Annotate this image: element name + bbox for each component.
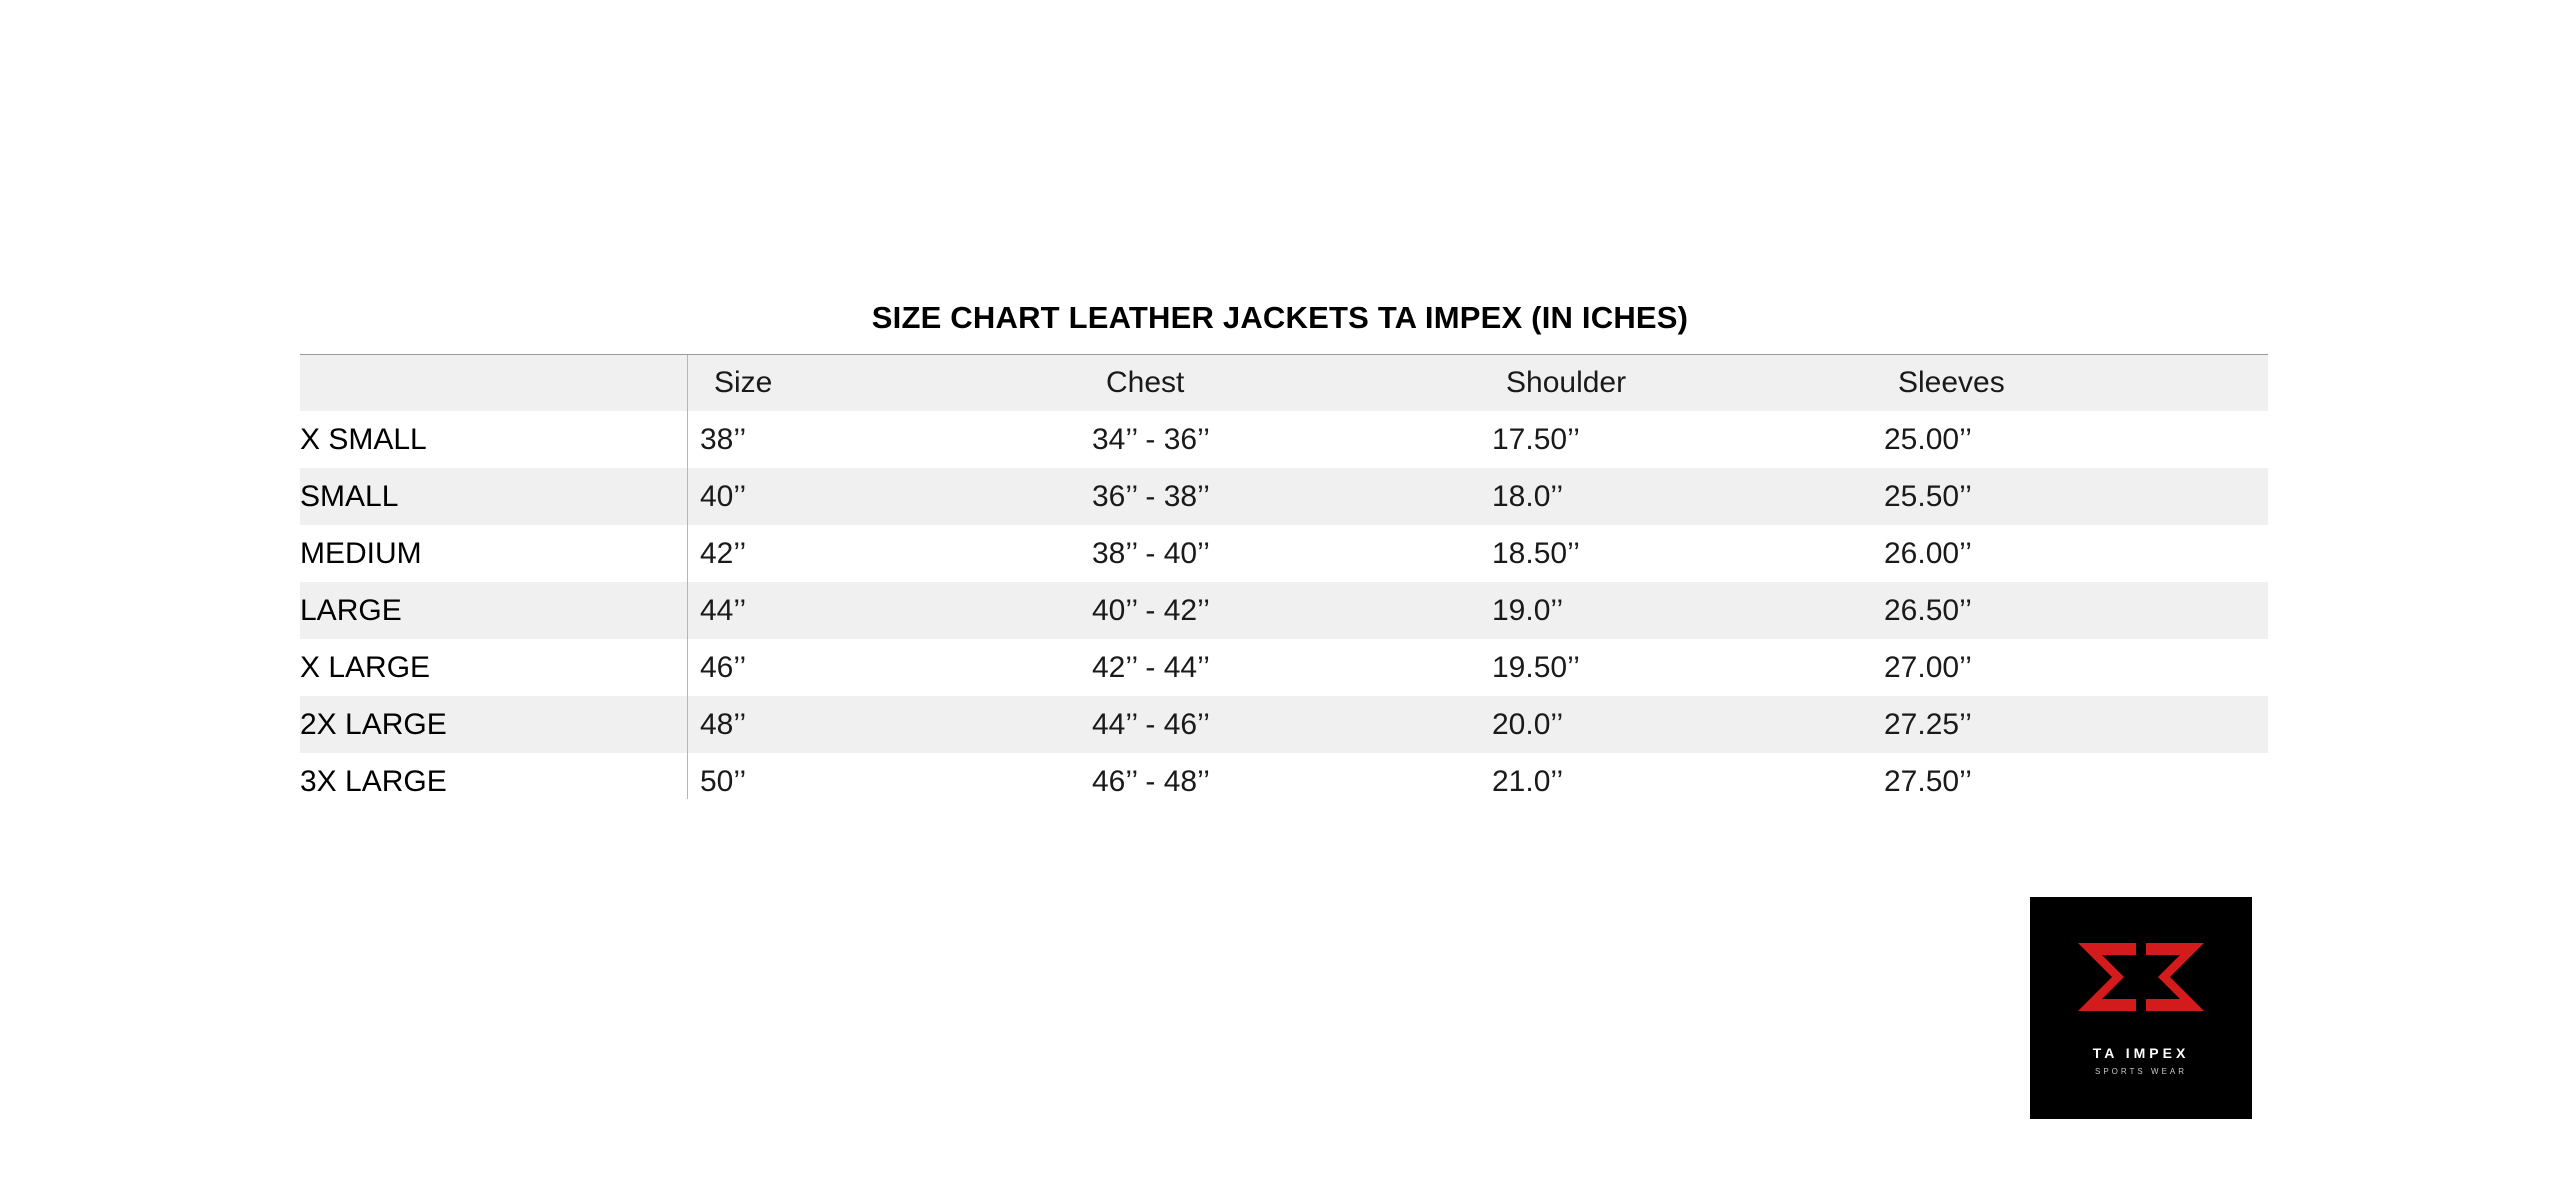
row-label: X SMALL bbox=[300, 422, 427, 456]
column-header-size: Size bbox=[714, 366, 773, 399]
cell-sleeves: 25.00’’ bbox=[1884, 422, 1972, 456]
cell-size: 44’’ bbox=[700, 593, 747, 627]
cell-shoulder: 21.0’’ bbox=[1492, 764, 1564, 798]
row-label: 3X LARGE bbox=[300, 764, 447, 798]
column-header-shoulder: Shoulder bbox=[1506, 366, 1627, 399]
logo-brand-name: TA IMPEX bbox=[2092, 1045, 2190, 1061]
brand-logo bbox=[2030, 897, 2252, 1119]
column-header-blank bbox=[300, 355, 700, 411]
table-row bbox=[300, 753, 2268, 810]
table-row bbox=[300, 468, 2268, 525]
column-header-chest: Chest bbox=[1106, 366, 1185, 399]
size-chart-table bbox=[300, 355, 2268, 810]
table-row bbox=[300, 639, 2268, 696]
table-header-row bbox=[300, 355, 2268, 411]
logo-tagline: SPORTS WEAR bbox=[2095, 1067, 2187, 1076]
cell-size: 50’’ bbox=[700, 764, 747, 798]
table-row bbox=[300, 525, 2268, 582]
cell-chest: 38’’ - 40’’ bbox=[1092, 536, 1210, 570]
first-column-divider bbox=[687, 355, 688, 799]
cell-size: 38’’ bbox=[700, 422, 747, 456]
row-label: LARGE bbox=[300, 593, 402, 627]
cell-chest: 44’’ - 46’’ bbox=[1092, 707, 1210, 741]
cell-chest: 42’’ - 44’’ bbox=[1092, 650, 1210, 684]
cell-size: 48’’ bbox=[700, 707, 747, 741]
cell-shoulder: 19.0’’ bbox=[1492, 593, 1564, 627]
cell-sleeves: 26.00’’ bbox=[1884, 536, 1972, 570]
ta-impex-logo-icon bbox=[2030, 941, 2252, 1032]
cell-shoulder: 18.0’’ bbox=[1492, 479, 1564, 513]
cell-chest: 36’’ - 38’’ bbox=[1092, 479, 1210, 513]
cell-size: 40’’ bbox=[700, 479, 747, 513]
cell-sleeves: 27.50’’ bbox=[1884, 764, 1972, 798]
cell-sleeves: 27.00’’ bbox=[1884, 650, 1972, 684]
page-title: SIZE CHART LEATHER JACKETS TA IMPEX (IN ICHES) bbox=[871, 300, 1689, 335]
table-row bbox=[300, 696, 2268, 753]
cell-shoulder: 18.50’’ bbox=[1492, 536, 1580, 570]
size-chart-table-wrapper bbox=[300, 355, 2268, 810]
table-row bbox=[300, 411, 2268, 468]
cell-sleeves: 27.25’’ bbox=[1884, 707, 1972, 741]
column-header-sleeves: Sleeves bbox=[1898, 366, 2005, 399]
cell-shoulder: 20.0’’ bbox=[1492, 707, 1564, 741]
row-label: SMALL bbox=[300, 479, 399, 513]
table-body bbox=[300, 411, 2268, 810]
cell-chest: 40’’ - 42’’ bbox=[1092, 593, 1210, 627]
cell-shoulder: 19.50’’ bbox=[1492, 650, 1580, 684]
row-label: 2X LARGE bbox=[300, 707, 447, 741]
cell-chest: 34’’ - 36’’ bbox=[1092, 422, 1210, 456]
cell-shoulder: 17.50’’ bbox=[1492, 422, 1580, 456]
cell-size: 46’’ bbox=[700, 650, 747, 684]
row-label: MEDIUM bbox=[300, 536, 422, 570]
cell-sleeves: 26.50’’ bbox=[1884, 593, 1972, 627]
row-label: X LARGE bbox=[300, 650, 431, 684]
cell-size: 42’’ bbox=[700, 536, 747, 570]
cell-sleeves: 25.50’’ bbox=[1884, 479, 1972, 513]
table-row bbox=[300, 582, 2268, 639]
cell-chest: 46’’ - 48’’ bbox=[1092, 764, 1210, 798]
